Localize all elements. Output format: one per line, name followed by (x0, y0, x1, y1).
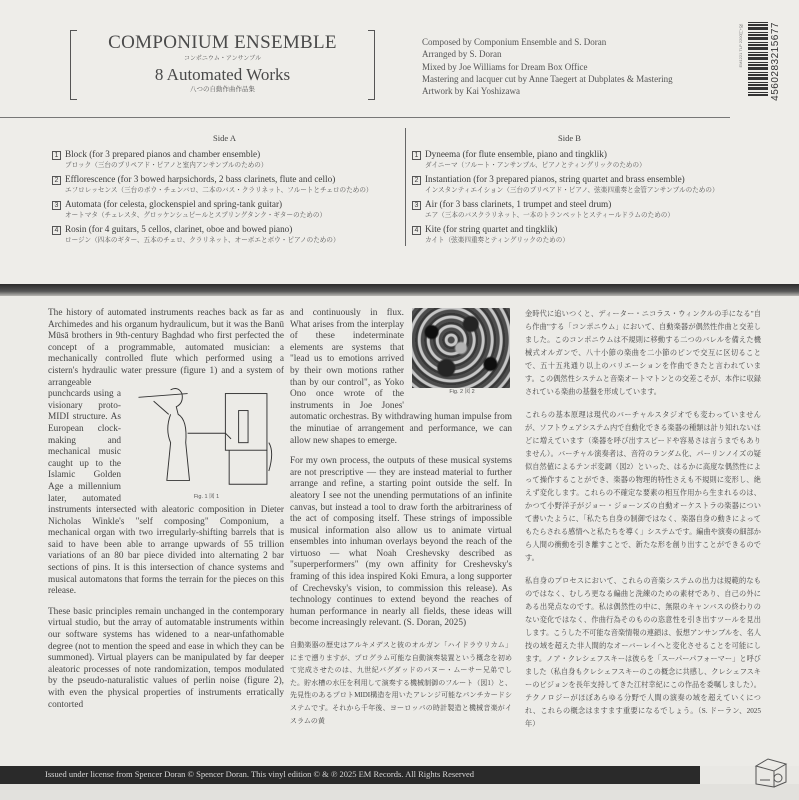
barcode-icon (748, 22, 768, 96)
essay-paragraph-jp: 金時代に追いつくと、ディーター・ニコラス・ウィンクルの手になる"自ら作曲"する「コンポニウム」において、自動楽器が偶然性作曲と交差しました。このコンポニウムは不規則に移動する二つのバレルを備えた機械式オルガンで、八十小節の楽曲を二小節のピンで交互に区切ることで、五十五兆通り以上のバリエーションを作曲できたと言われています。この偶然性システムと音楽オートマトンとの交差こそが、本作に収録されている楽曲の基盤を形成しています。 (525, 310, 761, 396)
track-item (52, 198, 397, 220)
track-title: Block (for 3 prepared pianos and chamber ensemble) (65, 149, 261, 159)
essay-column-3 (525, 308, 761, 741)
track-title-jp: ロージン（四本のギター、五本のチェロ、クラリネット、オーボエとボウ・ピアノのための） (65, 237, 340, 244)
essay-paragraph-jp: 私自身のプロセスにおいて、これらの音楽システムの出力は規範的なものではなく、むしろ更なる編曲と洗練のための素材であり、自己の外にある出発点なのです。私は偶然性の中に、無限のキャンバスの終わりのない変化ではなく、作曲行為そのものの恣意性を引き出すツールを見出します。こうした不可能な音楽情報の連鎖は、仮想アンサンブルを、名人技の域を超えた非人間的なオーバーレイへと変化させることを可能にします。ノア・クレシェフスキーは彼らを「スーパーパフォーマー」と呼びました（私自身もクレシェフスキーのこの概念に共感し、クレシェフスキーのビジョンを長年支持してきた江村幸紀にこの作品を委嘱しました）。テクノロジーがほぼあらゆる分野で人間の演奏の域を超えていくにつれ、これらの概念はますます重要になるでしょう。（S. ドーラン、2025年） (525, 577, 761, 728)
track-title-jp: カイト（弦楽四重奏とティングリックのための） (425, 237, 569, 244)
track-number: 1 (52, 151, 61, 160)
track-title: Dyneema (for flute ensemble, piano and tingklik) (425, 149, 607, 159)
track-title: Automata (for celesta, glockenspiel and spring-tank guitar) (65, 199, 283, 209)
figure-2-caption: Fig. 2 図 2 (449, 389, 475, 395)
cover-lower-panel (0, 296, 799, 766)
album-title: 8 Automated Works (154, 65, 291, 84)
essay-paragraph-jp: 自動楽器の歴史はアルキメデスと彼のオルガン「ハイドラウリカム」にまで遡りますが、プログラム可能な自動演奏装置という概念を初めて完成させたのは、九世紀バグダッドのバヌー・ムーサー兄弟でした。貯水槽の水圧を利用して演奏する機械制御のフルート（図1）と、先見性のあるプロトMIDI構造を用いたアレンジ可能なパンチカードシステムです。それから千年後、ヨーロッパの時計製造と機械音楽がイスラムの黄 (290, 641, 512, 725)
track-number: 4 (412, 226, 421, 235)
catalog-number: EM1221 TLP 2200円+税 (738, 24, 743, 68)
track-number: 1 (412, 151, 421, 160)
copyright-text: Issued under license from Spencer Doran © Spencer Doran. This vinyl edition © & ℗ 2025 EM Records. All Rights Reserved (45, 769, 475, 779)
track-number: 3 (412, 201, 421, 210)
credit-line: Mixed by Joe Williams for Dream Box Office (422, 61, 588, 72)
track-number: 2 (52, 176, 61, 185)
track-title-jp: インスタンティエイション（三台のプリペアド・ピアノ、弦楽四重奏と金管アンサンブルのための） (425, 187, 719, 194)
track-item (412, 148, 727, 170)
track-number: 4 (52, 226, 61, 235)
essay-paragraph: and continuously in flux. What arises from the interplay of these indeterminate elements are systems that "lead us to emotions arrived by their own motions rather than by our control", as Yoko Ono once wrote of the instruments in Joe Jones' automatic orchestras. By withdrawing human impulse from the minutiae of arrangement and performance, we can allow new shapes to emerge. (290, 308, 512, 446)
essay-column-2 (290, 308, 512, 736)
perlin-noise-image (412, 308, 510, 388)
credits (422, 36, 673, 97)
cover-bottom-edge (0, 784, 799, 800)
artist-title-jp: コンポニウム・アンサンブル (183, 56, 262, 62)
essay-paragraph: The history of automated instruments reaches back as far as Archimedes and his organum hydraulicum, but it was the Banū Mūsā brothers in 9th-century Baghdad who first perfected the concept of a programmable, automated musician: a mechanically controlled flute which performed using a cistern's hydraulic water pressure (figure 1) and a system of arrangeable punchcards using a visionary proto-MIDI structure. As European clock-making and mechanical music caught up to the Islamic Golden Age a millennium later, automated instruments intersected with aleatoric composition in Dieter Nicholas Winkle's "self composing" Componium, a mechanical organ with two irregularly-shifting barrels that is said to have been able to arrange upwards of 55 trillion variations of an 80 bar piece divided into alternating 2 bar sections of pins. It is this intersection of chance systems and musical automatons that forms the terrain for the pieces on this release. (48, 308, 284, 597)
divider (0, 117, 730, 118)
track-title-jp: ダイニーマ（フルート・アンサンブル、ピアノとティングリックのための） (425, 162, 646, 169)
side-a-tracklist (52, 133, 397, 248)
essay-paragraph: These basic principles remain unchanged in the contemporary virtual studio, but the array of automatable instruments within our software systems has widened to a near-unfathomable degree (not to mention the speed and ease in which they can be summoned). Virtual players can be manipulated by far deeper aleatoric processes of note randomization, tempos modulated by the pseudo-naturalistic values of perlin noise (figure 2), with even the physical properties of instruments erratically contorted (48, 606, 284, 710)
divider (405, 128, 406, 246)
track-title: Instantiation (for 3 prepared pianos, string quartet and brass ensemble) (425, 174, 685, 184)
track-title-jp: オートマタ（チェレスタ、グロッケンシュピールとスプリングタンク・ギターのための） (65, 212, 327, 219)
credit-line: Arranged by S. Doran (422, 49, 502, 60)
essay-column-1 (48, 308, 284, 720)
side-b-tracklist (412, 133, 727, 248)
track-title-jp: エア（三本のバスクラリネット、一本のトランペットとスティールドラムのための） (425, 212, 674, 219)
credit-line: Artwork by Kai Yoshizawa (422, 86, 520, 97)
album-title-jp: 八つの自動作曲作品集 (190, 86, 255, 93)
track-title: Kite (for string quartet and tingklik) (425, 224, 558, 234)
track-title: Rosin (for 4 guitars, 5 cellos, clarinet, oboe and bowed piano) (65, 224, 293, 234)
copyright-bar (0, 766, 700, 784)
flute-automaton-illustration-icon (129, 386, 284, 488)
figure-2 (412, 308, 512, 400)
credit-line: Composed by Componium Ensemble and S. Doran (422, 37, 607, 47)
track-item (412, 173, 727, 195)
track-title-jp: ブロック（三台のプリペアド・ピアノと室内アンサンブルのための） (65, 162, 268, 169)
track-item (412, 198, 727, 220)
cover-top-panel (0, 0, 799, 284)
credit-line: Mastering and lacquer cut by Anne Taegert at Dubplates & Mastering (422, 73, 673, 84)
figure-1 (129, 386, 284, 498)
label-logo-icon (752, 756, 790, 788)
track-title: Efflorescence (for 3 bowed harpsichords, 2 bass clarinets, flute and cello) (65, 174, 336, 184)
track-title-jp: エフロレッセンス（三台のボウ・チェンバロ、二本のバス・クラリネット、フルートとチェロのための） (65, 187, 373, 194)
essay-paragraph: For my own process, the outputs of these musical systems are not prescriptive — they are instead material to further arrange and refine, a starting point outside the self. In aleatory I see not the unending permutations of an infinite canvas, but instead a tool to draw forth the arbitrariness of the act of composing itself. These strings of impossible musical information also allow us to animate virtual ensembles into inhuman overlays beyond the reach of the virtuoso — what Noah Creshevsky described as "superperformers" (my own affinity for Creshevsky's framing of this idea inspired Koki Emura, a long supporter of Crechevsky's vision, to commission this release). As technology continues to extend beyond the reaches of human performance in nearly all fields, these ideas will become increasingly relevant. (S. Doran, 2025) (290, 456, 512, 629)
track-item (412, 223, 727, 245)
track-item (52, 223, 397, 245)
side-a-heading: Side A (213, 133, 236, 143)
title-bracket (70, 30, 375, 100)
side-b-heading: Side B (558, 133, 581, 143)
barcode-number: 4560283215677 (770, 22, 781, 101)
track-item (52, 148, 397, 170)
track-number: 2 (412, 176, 421, 185)
track-item (52, 173, 397, 195)
figure-1-caption: Fig. 1 図 1 (193, 493, 220, 500)
artist-title: COMPONIUM ENSEMBLE (108, 32, 337, 53)
essay-paragraph-jp: これらの基本原理は現代のバーチャルスタジオでも変わっていませんが、ソフトウェアシステム内で自動化できる楽器の種類は計り知れないほどに増えています（楽器を呼び出すスピードや容易さは言うまでもありません）。バーチャル演奏者は、音符のランダム化、パーリンノイズの疑似自然値によるテンポ変調（図2）といった、はるかに高度な偶然性によって操作することができ、楽器の物理的特性さえも不規則に変形し、絶えず変化します。これらの不確定な要素の相互作用から生まれるのは、かつて小野洋子がジョー・ジョーンズの自動オーケストラの楽器について書いたように、「私たち自身の制御ではなく、楽器自身の動きによってもたらされる感情へと私たちを導く」システムです。編曲や演奏の細部から人間の衝動を引き離すことで、新たな形を創り出すことができるのです。 (525, 411, 761, 562)
track-title: Air (for 3 bass clarinets, 1 trumpet and steel drum) (425, 199, 612, 209)
track-number: 3 (52, 201, 61, 210)
panel-gap (0, 284, 799, 296)
